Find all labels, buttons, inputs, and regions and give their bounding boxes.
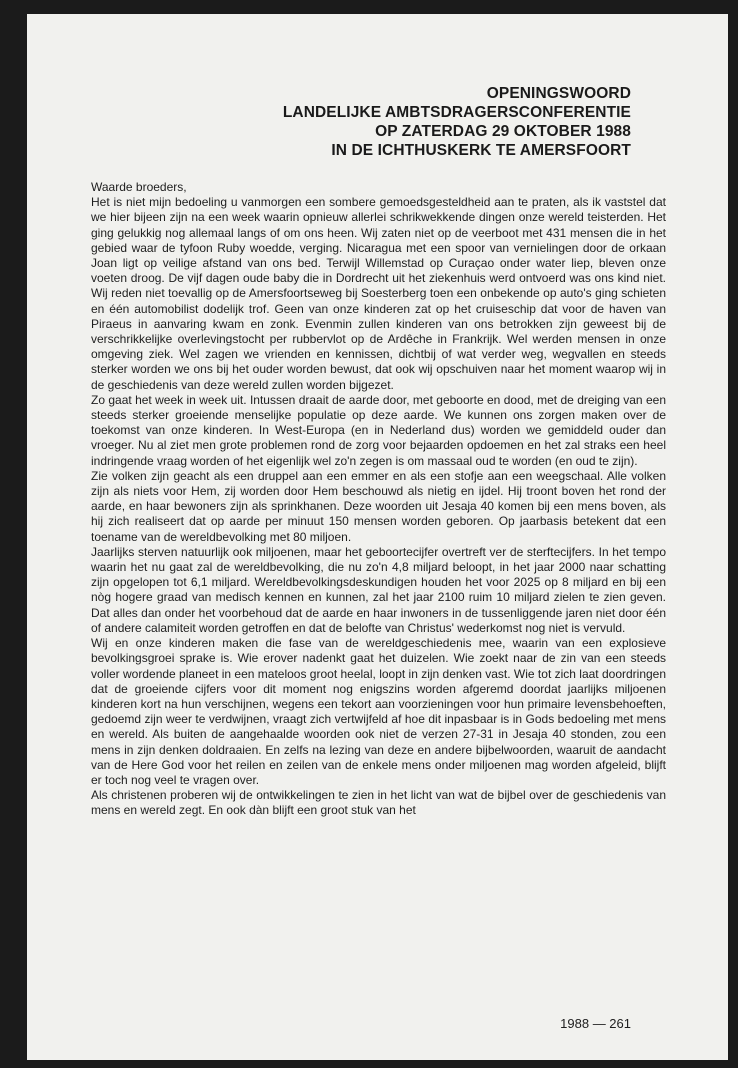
paragraph-3: Zie volken zijn geacht als een druppel aan een emmer en als een stofje aan een weegschaal. Alle volken zijn als niets voor Hem, zij worden door Hem beschouwd als nietig en ijdel. Hij troont boven het rond der aarde, en haar bewoners zijn als sprinkhanen. Deze woorden uit Jesaja 40 komen bij een mens boven, als hij zich realiseert dat op aarde per minuut 150 mensen worden geboren. Op jaarbasis betekent dat een toename van de wereldbevolking met 80 miljoen. <box>91 468 666 544</box>
document-page <box>27 14 728 1060</box>
page-number: 1988 — 261 <box>560 1016 631 1031</box>
body-text <box>91 180 666 819</box>
paragraph-5: Wij en onze kinderen maken die fase van de wereldgeschiedenis mee, waarin van een explosieve bevolkingsgroei sprake is. Wie erover nadenkt gaat het duizelen. Wie zoekt naar de zin van een steeds voller wordende planeet in een mateloos groot heelal, loopt in zijn denken vast. Wie tot zich laat doordringen dat de groeiende cijfers voor dit moment nog enigszins worden afgeremd doordat jaarlijks miljoenen kinderen kort na hun verschijnen, wegens een tekort aan voorzieningen voor hun primaire levensbehoeften, gedoemd zijn weer te verdwijnen, vraagt zich vertwijfeld af hoe dit inpasbaar is in Gods bedoeling met mens en wereld. Als buiten de aangehaalde woorden ook niet de verzen 27-31 in Jesaja 40 stonden, zou een mens in zijn denken doldraaien. En zelfs na lezing van deze en andere bijbelwoorden, waaruit de aandacht van de Here God voor het reilen en zeilen van de enkele mens onder miljoenen mag worden afgeleid, blijft er toch nog veel te vragen over. <box>91 636 667 787</box>
document-heading <box>283 84 631 160</box>
heading-line-2: LANDELIJKE AMBTSDRAGERSCONFERENTIE <box>282 104 631 121</box>
paragraph-4: Jaarlijks sterven natuurlijk ook miljoenen, maar het geboortecijfer overtreft ver de sterftecijfers. In het tempo waarin het nu gaat zal de wereldbevolking, die nu zo'n 4,8 miljard beloopt, in het jaar 2000 naar schatting zijn opgelopen tot 6,1 miljard. Wereldbevolkingsdeskundigen houden het voor 2025 op 8 miljard en bij een nòg hogere graad van medisch kennen en kunnen, zal het jaar 2100 ruim 10 miljard zielen te zien geven. Dat alles dan onder het voorbehoud dat de aarde en haar inwoners in de tussenliggende jaren niet door één of andere calamiteit worden getroffen en dat de belofte van Christus' wederkomst nog niet is vervuld. <box>91 544 666 635</box>
paragraph-1: Het is niet mijn bedoeling u vanmorgen een sombere gemoedsgesteldheid aan te praten, als ik vaststel dat we hier bijeen zijn na een week waarin opnieuw allerlei schrikwekkende dingen onze wereld teisterden. Het ging gelukkig nog allemaal langs of om ons heen. Wij zaten niet op de veerboot met 431 mensen die in het gebied waar de tyfoon Ruby woedde, verging. Nicaragua met een spoor van vernielingen door de orkaan Joan ligt op veilige afstand van ons bed. Terwijl Willemstad op Curaçao onder water liep, bleven onze voeten droog. De vijf dagen oude baby die in Dordrecht uit het ziekenhuis werd ontvoerd was ons kind niet. Wij reden niet toevallig op de Amersfoortseweg bij Soesterberg toen een onbekende op auto's ging schieten en één automobilist dodelijk trof. Geen van onze kinderen zat op het cruiseschip dat voor de haven van Piraeus in aanvaring kwam en zonk. Evenmin zullen kinderen van ons betrokken zijn geweest bij de verschrikkelijke overlevingstocht per rubbervlot op de Ardêche in Frankrijk. Wel werden mensen in onze omgeving ziek. Wel zagen we vrienden en kennissen, dichtbij of wat verder weg, wegvallen en steeds sterker worden we ons bij het ouder worden bewust, dat ook wij opschuiven naar het moment waarop wij in de geschiedenis van deze wereld zullen worden bijgezet. <box>91 195 666 392</box>
heading-line-4: IN DE ICHTHUSKERK TE AMERSFOORT <box>331 142 631 159</box>
paragraph-2: Zo gaat het week in week uit. Intussen draait de aarde door, met geboorte en dood, met de dreiging van een steeds sterker groeiende menselijke populatie op deze aarde. We kunnen ons zorgen maken over de toekomst van onze kinderen. In West-Europa (en in Nederland dus) worden we gemiddeld ouder dan vroeger. Nu al ziet men grote problemen rond de zorg voor bejaarden opdoemen en het zal straks een heel indringende vraag worden of het eigenlijk wel zo'n zegen is om massaal oud te worden (en oud te zijn). <box>91 392 666 468</box>
heading-line-3: OP ZATERDAG 29 OKTOBER 1988 <box>375 123 631 140</box>
paragraph-6: Als christenen proberen wij de ontwikkelingen te zien in het licht van wat de bijbel over de geschiedenis van mens en wereld zegt. En ook dàn blijft een groot stuk van het <box>91 788 666 818</box>
heading-line-1: OPENINGSWOORD <box>486 85 631 102</box>
salutation: Waarde broeders, <box>91 180 187 194</box>
